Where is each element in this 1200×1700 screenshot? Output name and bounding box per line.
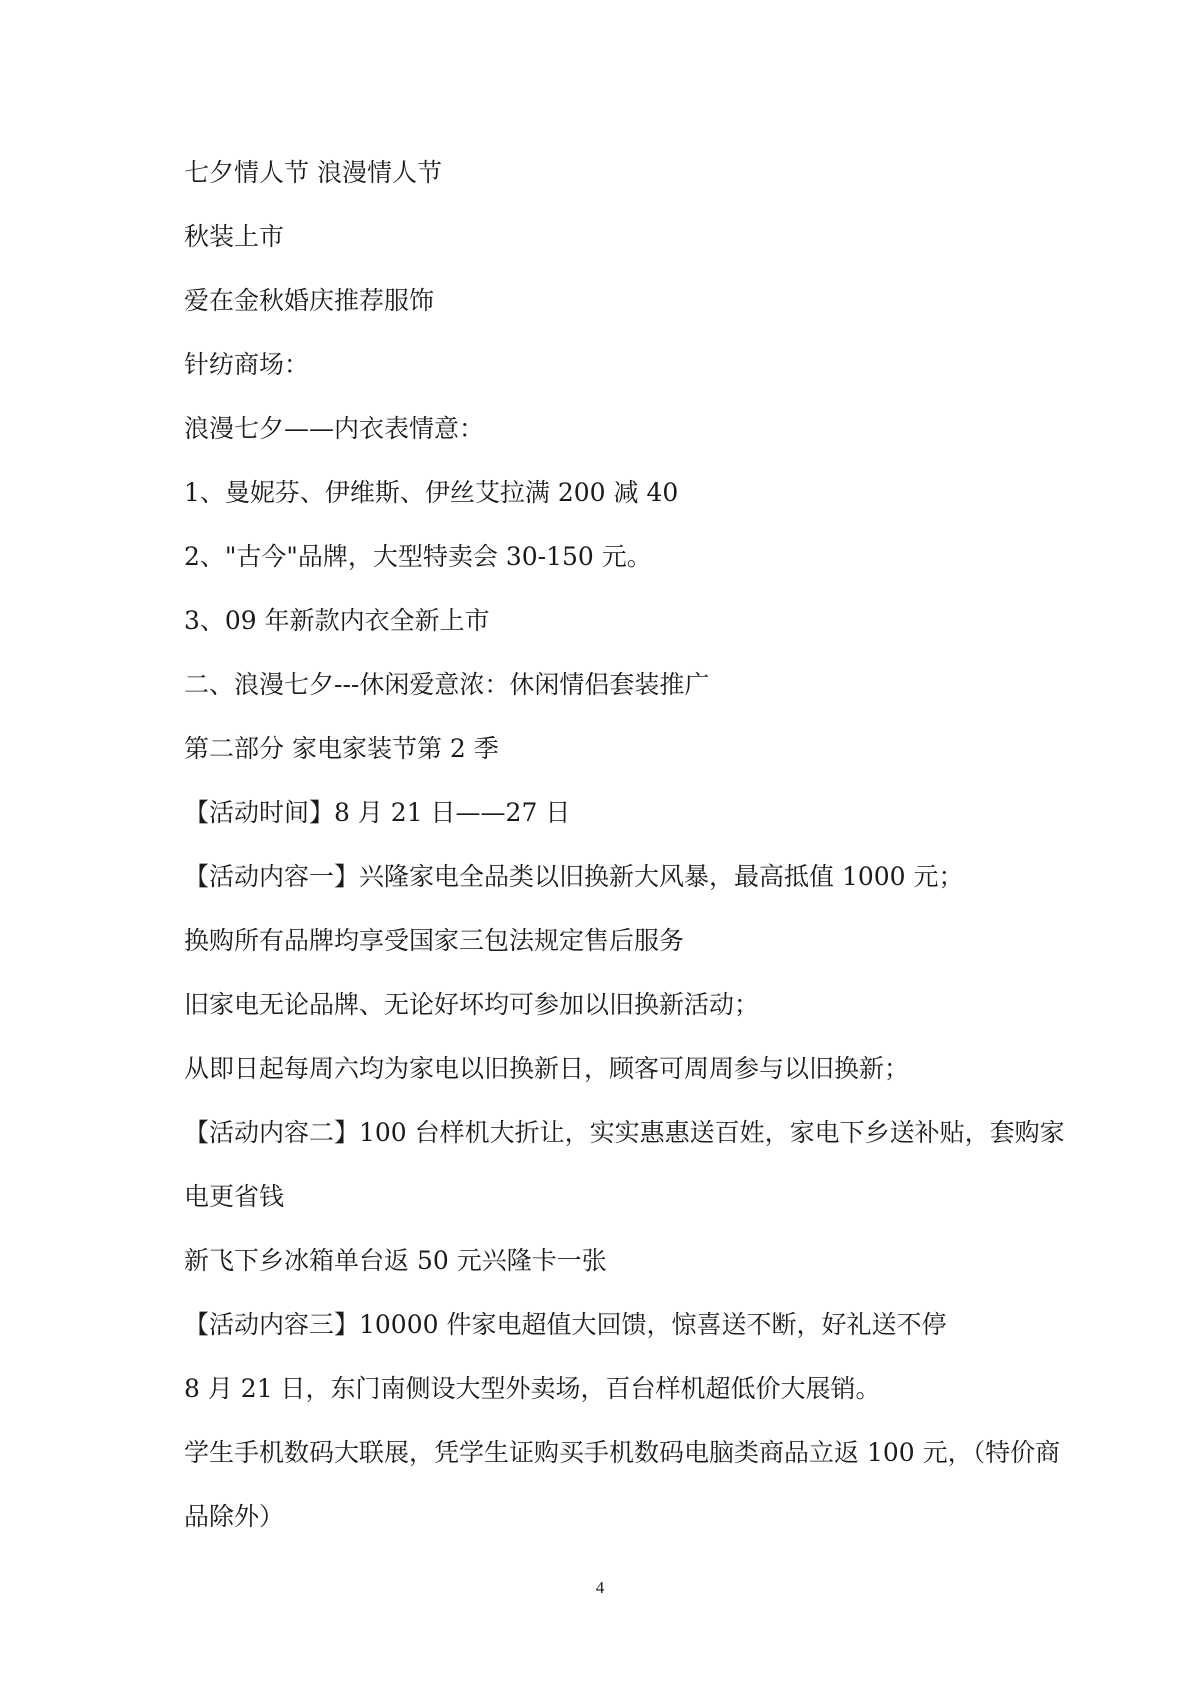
text-line: 【活动时间】8 月 21 日——27 日 <box>184 798 571 827</box>
text-line: 3、09 年新款内衣全新上市 <box>184 606 490 635</box>
text-line: 二、浪漫七夕---休闲爱意浓：休闲情侣套装推广 <box>184 670 710 699</box>
text-line: 品除外） <box>184 1502 285 1531</box>
text-line: 浪漫七夕——内衣表情意： <box>184 414 485 443</box>
text-line: 爱在金秋婚庆推荐服饰 <box>184 286 435 315</box>
text-line: 【活动内容三】10000 件家电超值大回馈，惊喜送不断，好礼送不停 <box>184 1310 947 1339</box>
text-line: 学生手机数码大联展，凭学生证购买手机数码电脑类商品立返 100 元，（特价商 <box>184 1438 1061 1467</box>
document-body <box>184 158 1065 1566</box>
text-line: 七夕情人节 浪漫情人节 <box>184 158 442 187</box>
text-line: 从即日起每周六均为家电以旧换新日，顾客可周周参与以旧换新； <box>184 1054 910 1083</box>
text-line: 2、"古今"品牌，大型特卖会 30-150 元。 <box>184 542 652 571</box>
text-line: 【活动内容一】兴隆家电全品类以旧换新大风暴，最高抵值 1000 元； <box>184 862 964 891</box>
text-line: 【活动内容二】100 台样机大折让，实实惠惠送百姓，家电下乡送补贴，套购家 <box>184 1118 1065 1147</box>
text-line: 针纺商场： <box>184 350 310 379</box>
text-line: 新飞下乡冰箱单台返 50 元兴隆卡一张 <box>184 1246 607 1275</box>
section-heading: 第二部分 家电家装节第 2 季 <box>184 734 499 763</box>
text-line: 换购所有品牌均享受国家三包法规定售后服务 <box>184 926 685 955</box>
text-line: 秋装上市 <box>184 222 285 251</box>
text-line: 8 月 21 日，东门南侧设大型外卖场，百台样机超低价大展销。 <box>184 1374 881 1403</box>
page-number: 4 <box>595 1578 605 1597</box>
text-line: 电更省钱 <box>184 1182 285 1211</box>
text-line: 旧家电无论品牌、无论好坏均可参加以旧换新活动； <box>184 990 760 1019</box>
text-line: 1、曼妮芬、伊维斯、伊丝艾拉满 200 减 40 <box>184 478 679 507</box>
